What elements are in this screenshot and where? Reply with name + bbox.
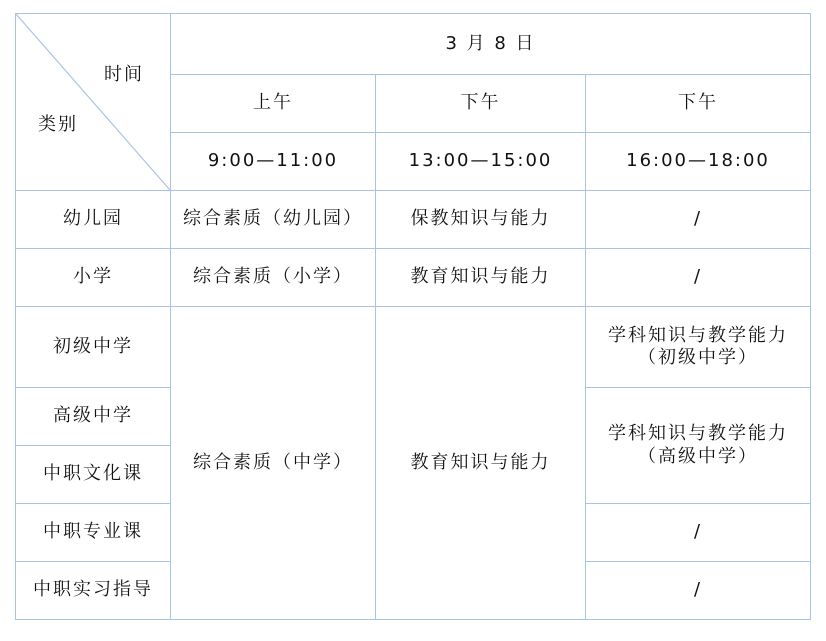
category-primary: 小学 — [16, 249, 171, 307]
subject-kindergarten-1: 综合素质（幼儿园） — [171, 191, 376, 249]
category-vocational-culture: 中职文化课 — [16, 446, 171, 504]
subject-middle-1: 综合素质（中学） — [171, 307, 376, 620]
subject-primary-2: 教育知识与能力 — [376, 249, 586, 307]
corner-label-category: 类别 — [38, 114, 78, 135]
date-header: 3 月 8 日 — [171, 14, 811, 75]
period-afternoon-2: 下午 — [586, 75, 811, 133]
time-slot-2: 13:00—15:00 — [376, 133, 586, 191]
subject-vocational-practice-3: / — [586, 562, 811, 620]
subject-senior-high-line1: 学科知识与教学能力 — [608, 423, 788, 444]
category-junior-high: 初级中学 — [16, 307, 171, 388]
subject-senior-high-line2: （高级中学） — [638, 445, 758, 467]
header-corner-cell — [16, 14, 171, 191]
subject-middle-2: 教育知识与能力 — [376, 307, 586, 620]
time-slot-1: 9:00—11:00 — [171, 133, 376, 191]
category-vocational-professional: 中职专业课 — [16, 504, 171, 562]
corner-label-time: 时间 — [104, 64, 144, 85]
period-morning: 上午 — [171, 75, 376, 133]
subject-kindergarten-2: 保教知识与能力 — [376, 191, 586, 249]
subject-primary-1: 综合素质（小学） — [171, 249, 376, 307]
time-slot-3: 16:00—18:00 — [586, 133, 811, 191]
period-afternoon-1: 下午 — [376, 75, 586, 133]
category-kindergarten: 幼儿园 — [16, 191, 171, 249]
subject-vocational-professional-3: / — [586, 504, 811, 562]
subject-kindergarten-3: / — [586, 191, 811, 249]
subject-junior-high-line2: （初级中学） — [638, 347, 758, 368]
diagonal-divider — [16, 14, 170, 190]
subject-senior-high-3 — [586, 388, 811, 504]
subject-primary-3: / — [586, 249, 811, 307]
subject-junior-high-3 — [586, 307, 811, 388]
category-vocational-practice: 中职实习指导 — [16, 562, 171, 620]
schedule-table — [15, 13, 811, 620]
category-senior-high: 高级中学 — [16, 388, 171, 446]
subject-junior-high-line1: 学科知识与教学能力 — [608, 324, 788, 346]
